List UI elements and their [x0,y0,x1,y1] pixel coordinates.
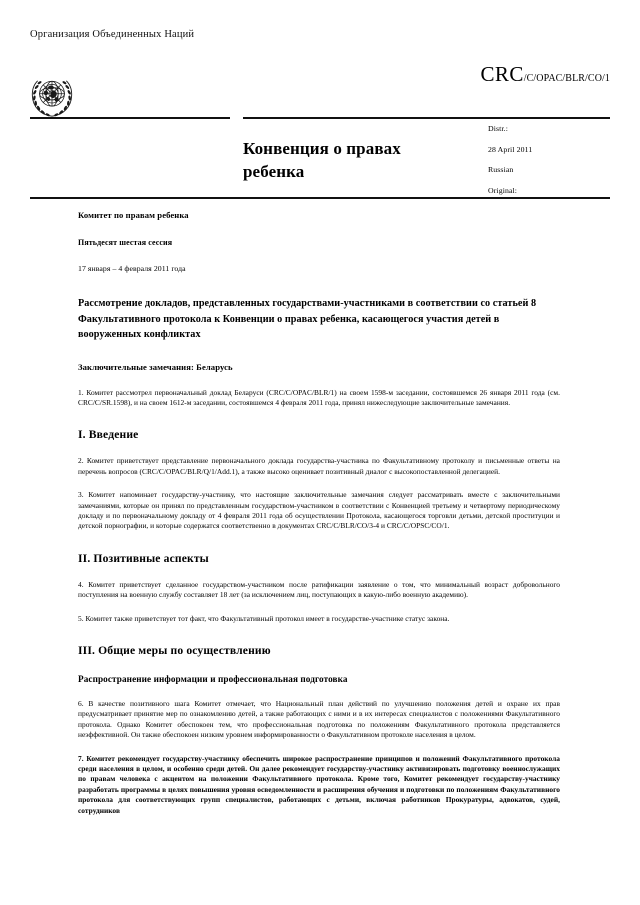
paragraph-2: 2. Комитет приветствует представление первоначального доклада государства-участника по Факультативному протоколу и письменные ответы на перечень вопросов (CRC/C/OPAC/BLR/Q/1/Add.1), а также высоко оценивает позитивный диалог с высокопоставленной делегацией. [78,456,560,476]
title-band [0,120,640,198]
distribution-block [488,124,613,195]
paragraph-5: 5. Комитет также приветствует тот факт, что Факультативный протокол имеет в государстве-участнике статус закона. [78,613,450,623]
document-body [78,210,560,829]
distr-original: Original: [488,185,518,195]
masthead [0,0,640,118]
document-symbol-suffix: /C/OPAC/BLR/CO/1 [523,73,610,84]
document-symbol [481,62,611,87]
document-symbol-main: CRC [480,62,524,86]
distr-date: 28 April 2011 [488,144,533,154]
section-heading-introduction: I. Введение [78,428,139,442]
committee-name: Комитет по правам ребенка [78,210,189,220]
organization-name: Организация Объединенных Наций [30,29,195,40]
paragraph-3: 3. Комитет напоминает государству-участнику, что настоящие заключительные замечания следует рассматривать вместе с заключительными замечаниями, которые он принял по представленным государством-участником в соответствии с Конвенцией третьему и четвертому периодическому докладу и по первоначальному докладу от 4 февраля 2011 года об осуществлении Протокола, касающегося торговли детьми, детской проституции и детской порнографии, и которые содержатся соответственно в документах CRC/C/BLR/CO/3-4 и CRC/C/OPSC/CO/1. [78,490,560,531]
distr-language: Russian [488,165,514,174]
concluding-observations-heading: Заключительные замечания: Беларусь [78,361,233,372]
paragraph-7: 7. Комитет рекомендует государству-участнику обеспечить широкое распространение принципов и положений Факультативного протокола среди населения в целом, и особенно среди детей. Он далее рекомендует государству-участнику активизировать подготовку военнослужащих по правам человека с акцентом на положении Факультативного протокола. Кроме того, Комитет рекомендует государству-участнику разработать программы в целях повышения уровня осведомленности и расширения обучения и подготовки по положениям Факультативного протокола для соответствующих групп специалистов, работающих с детьми, включая работников Прокуратуры, адвокатов, судей, сотрудников [78,753,560,815]
agenda-item-heading: Рассмотрение докладов, представленных государствами-участниками в соответствии со статьей 8 Факультативного протокола к Конвенции о правах ребенка, касающегося участия детей в вооруженных конфликтах [78,298,537,340]
convention-title: Конвенция о правах ребенка [243,139,401,181]
section-heading-positive-aspects: II. Позитивные аспекты [78,551,209,565]
session-dates: 17 января – 4 февраля 2011 года [78,264,186,273]
subsection-heading-dissemination-training: Распространение информации и профессиональная подготовка [78,673,348,684]
un-emblem-icon [28,76,76,120]
header-rule-right [243,117,610,119]
distr-label: Distr.: [488,124,508,133]
session-name: Пятьдесят шестая сессия [78,238,173,247]
paragraph-4: 4. Комитет приветствует сделанное государством-участником после ратификации заявление о том, что минимальный возраст добровольного поступления на военную службу составляет 18 лет (за исключением лиц, поступающих в какую-либо военную академию). [78,579,560,600]
section-heading-general-measures: III. Общие меры по осуществлению [78,643,271,657]
paragraph-6: 6. В качестве позитивного шага Комитет отмечает, что Национальный план действий по улучшению положения детей и охране их прав предусматривает принятие мер по ознакомлению детей, а также работающих с ними и в их интересах специалистов с положениями Факультативного протокола. Однако Комитет обеспокоен тем, что профессиональная подготовка по положениям Факультативного протокола представляется неэффективной. Он также обеспокоен низким уровнем информированности о Факультативном протоколе населения в целом. [78,698,560,740]
paragraph-1: 1. Комитет рассмотрел первоначальный доклад Беларуси (CRC/C/OPAC/BLR/1) на своем 1598-м заседании, состоявшемся 26 января 2011 года (см. CRC/C/SR.1598), и на своем 1612-м заседании, состоявшемся 4 февраля 2011 года, принял нижеследующие заключительные замечания. [78,387,560,407]
header-rule-left [30,117,230,119]
